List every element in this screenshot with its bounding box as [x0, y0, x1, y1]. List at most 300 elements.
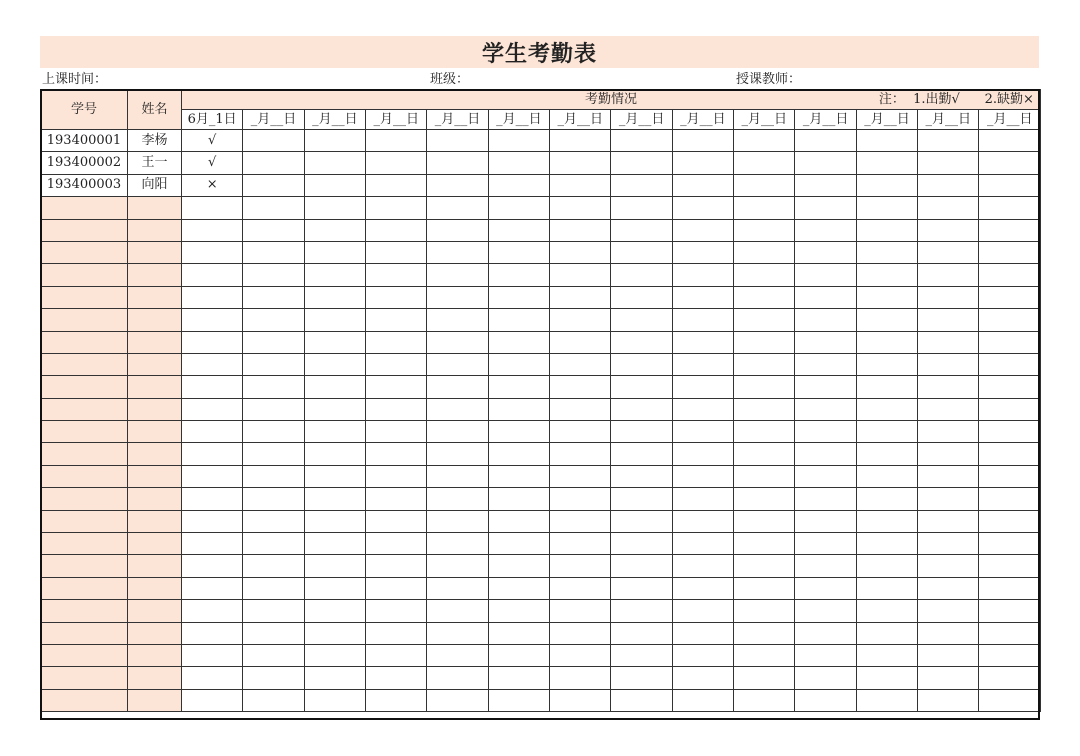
- attendance-cell[interactable]: [427, 488, 488, 510]
- attendance-cell[interactable]: [795, 465, 856, 487]
- attendance-cell[interactable]: [856, 600, 917, 622]
- attendance-cell[interactable]: [734, 577, 795, 599]
- attendance-cell[interactable]: [979, 644, 1040, 666]
- attendance-cell[interactable]: [243, 555, 304, 577]
- student-id-cell[interactable]: [41, 622, 128, 644]
- attendance-cell[interactable]: [366, 465, 427, 487]
- attendance-cell[interactable]: [304, 644, 365, 666]
- attendance-cell[interactable]: [611, 197, 672, 219]
- attendance-cell[interactable]: [550, 241, 611, 263]
- attendance-cell[interactable]: [304, 577, 365, 599]
- attendance-cell[interactable]: [304, 600, 365, 622]
- attendance-cell[interactable]: [182, 533, 243, 555]
- attendance-cell[interactable]: [243, 488, 304, 510]
- attendance-cell[interactable]: [427, 331, 488, 353]
- attendance-cell[interactable]: [611, 219, 672, 241]
- attendance-cell[interactable]: [427, 555, 488, 577]
- attendance-cell[interactable]: [734, 197, 795, 219]
- attendance-cell[interactable]: [243, 309, 304, 331]
- attendance-cell[interactable]: [918, 264, 979, 286]
- attendance-cell[interactable]: [366, 264, 427, 286]
- attendance-cell[interactable]: [672, 309, 733, 331]
- attendance-cell[interactable]: [856, 689, 917, 711]
- attendance-cell[interactable]: [734, 488, 795, 510]
- attendance-cell[interactable]: [979, 130, 1040, 152]
- attendance-cell[interactable]: [795, 667, 856, 689]
- attendance-cell[interactable]: [182, 286, 243, 308]
- student-name-cell[interactable]: [128, 510, 182, 532]
- attendance-cell[interactable]: [550, 353, 611, 375]
- attendance-cell[interactable]: [488, 376, 549, 398]
- attendance-cell[interactable]: [488, 667, 549, 689]
- attendance-cell[interactable]: [979, 197, 1040, 219]
- attendance-cell[interactable]: [611, 443, 672, 465]
- student-id-cell[interactable]: 193400003: [41, 174, 128, 196]
- attendance-cell[interactable]: [427, 174, 488, 196]
- attendance-cell[interactable]: [427, 219, 488, 241]
- attendance-cell[interactable]: [550, 152, 611, 174]
- attendance-cell[interactable]: [550, 488, 611, 510]
- date-header-cell[interactable]: _月__日: [918, 110, 979, 130]
- attendance-cell[interactable]: [243, 152, 304, 174]
- attendance-cell[interactable]: [488, 197, 549, 219]
- attendance-cell[interactable]: [672, 353, 733, 375]
- attendance-cell[interactable]: [856, 331, 917, 353]
- attendance-cell[interactable]: [488, 577, 549, 599]
- attendance-cell[interactable]: [366, 353, 427, 375]
- date-header-cell[interactable]: _月__日: [734, 110, 795, 130]
- attendance-cell[interactable]: [734, 667, 795, 689]
- attendance-cell[interactable]: [672, 644, 733, 666]
- attendance-cell[interactable]: [979, 174, 1040, 196]
- student-name-cell[interactable]: [128, 264, 182, 286]
- attendance-cell[interactable]: [304, 488, 365, 510]
- attendance-cell[interactable]: [918, 241, 979, 263]
- attendance-cell[interactable]: [734, 331, 795, 353]
- attendance-cell[interactable]: [611, 488, 672, 510]
- attendance-cell[interactable]: [795, 577, 856, 599]
- attendance-cell[interactable]: [795, 353, 856, 375]
- attendance-cell[interactable]: [427, 152, 488, 174]
- attendance-cell[interactable]: [918, 421, 979, 443]
- attendance-cell[interactable]: [427, 644, 488, 666]
- attendance-cell[interactable]: [611, 421, 672, 443]
- attendance-cell[interactable]: [366, 130, 427, 152]
- attendance-cell[interactable]: [734, 353, 795, 375]
- attendance-cell[interactable]: [795, 197, 856, 219]
- student-id-cell[interactable]: [41, 197, 128, 219]
- attendance-cell[interactable]: [734, 174, 795, 196]
- attendance-cell[interactable]: [550, 219, 611, 241]
- attendance-cell[interactable]: [182, 421, 243, 443]
- student-name-cell[interactable]: [128, 443, 182, 465]
- attendance-cell[interactable]: [611, 622, 672, 644]
- attendance-cell[interactable]: [182, 465, 243, 487]
- attendance-cell[interactable]: [856, 130, 917, 152]
- attendance-cell[interactable]: [734, 555, 795, 577]
- attendance-cell[interactable]: [918, 286, 979, 308]
- attendance-cell[interactable]: [550, 644, 611, 666]
- attendance-cell[interactable]: [550, 130, 611, 152]
- attendance-cell[interactable]: [795, 376, 856, 398]
- attendance-cell[interactable]: [243, 174, 304, 196]
- attendance-cell[interactable]: [182, 667, 243, 689]
- attendance-cell[interactable]: [734, 644, 795, 666]
- student-id-cell[interactable]: [41, 219, 128, 241]
- attendance-cell[interactable]: [672, 488, 733, 510]
- attendance-cell[interactable]: [918, 443, 979, 465]
- attendance-cell[interactable]: [672, 264, 733, 286]
- attendance-cell[interactable]: [672, 286, 733, 308]
- attendance-cell[interactable]: [795, 443, 856, 465]
- student-id-cell[interactable]: [41, 353, 128, 375]
- attendance-cell[interactable]: [672, 600, 733, 622]
- student-name-cell[interactable]: [128, 376, 182, 398]
- attendance-cell[interactable]: [856, 443, 917, 465]
- student-id-cell[interactable]: [41, 510, 128, 532]
- attendance-cell[interactable]: [488, 421, 549, 443]
- attendance-cell[interactable]: [795, 644, 856, 666]
- attendance-cell[interactable]: [856, 398, 917, 420]
- attendance-cell[interactable]: [856, 644, 917, 666]
- attendance-cell[interactable]: [734, 622, 795, 644]
- attendance-cell[interactable]: [182, 309, 243, 331]
- attendance-cell[interactable]: [611, 264, 672, 286]
- attendance-cell[interactable]: [550, 533, 611, 555]
- student-name-cell[interactable]: [128, 219, 182, 241]
- student-name-cell[interactable]: 向阳: [128, 174, 182, 196]
- attendance-cell[interactable]: [427, 197, 488, 219]
- attendance-cell[interactable]: [304, 353, 365, 375]
- attendance-cell[interactable]: [366, 510, 427, 532]
- attendance-cell[interactable]: [366, 219, 427, 241]
- student-id-cell[interactable]: [41, 488, 128, 510]
- student-name-cell[interactable]: [128, 689, 182, 711]
- attendance-cell[interactable]: [243, 689, 304, 711]
- attendance-cell[interactable]: [304, 465, 365, 487]
- student-id-cell[interactable]: 193400002: [41, 152, 128, 174]
- attendance-cell[interactable]: [488, 533, 549, 555]
- attendance-cell[interactable]: [488, 622, 549, 644]
- attendance-cell[interactable]: [795, 309, 856, 331]
- student-id-cell[interactable]: [41, 421, 128, 443]
- attendance-cell[interactable]: [979, 152, 1040, 174]
- student-id-cell[interactable]: [41, 443, 128, 465]
- attendance-cell[interactable]: [611, 309, 672, 331]
- attendance-cell[interactable]: [304, 331, 365, 353]
- student-name-cell[interactable]: [128, 421, 182, 443]
- attendance-cell[interactable]: [366, 286, 427, 308]
- attendance-cell[interactable]: [488, 219, 549, 241]
- attendance-cell[interactable]: [979, 219, 1040, 241]
- attendance-cell[interactable]: [795, 533, 856, 555]
- attendance-cell[interactable]: [734, 443, 795, 465]
- attendance-cell[interactable]: [611, 353, 672, 375]
- attendance-cell[interactable]: [488, 465, 549, 487]
- attendance-cell[interactable]: [918, 622, 979, 644]
- attendance-cell[interactable]: [550, 309, 611, 331]
- attendance-cell[interactable]: [918, 667, 979, 689]
- attendance-cell[interactable]: [550, 667, 611, 689]
- attendance-cell[interactable]: √: [182, 152, 243, 174]
- attendance-cell[interactable]: [243, 331, 304, 353]
- attendance-cell[interactable]: [672, 510, 733, 532]
- attendance-cell[interactable]: [366, 555, 427, 577]
- date-header-cell[interactable]: _月__日: [304, 110, 365, 130]
- attendance-cell[interactable]: [979, 331, 1040, 353]
- attendance-cell[interactable]: [304, 689, 365, 711]
- student-name-cell[interactable]: 李杨: [128, 130, 182, 152]
- attendance-cell[interactable]: [243, 443, 304, 465]
- attendance-cell[interactable]: [672, 533, 733, 555]
- attendance-cell[interactable]: [795, 555, 856, 577]
- attendance-cell[interactable]: [856, 510, 917, 532]
- attendance-cell[interactable]: [734, 286, 795, 308]
- attendance-cell[interactable]: [488, 286, 549, 308]
- attendance-cell[interactable]: [918, 510, 979, 532]
- attendance-cell[interactable]: [672, 331, 733, 353]
- attendance-cell[interactable]: [427, 622, 488, 644]
- attendance-cell[interactable]: [734, 398, 795, 420]
- attendance-cell[interactable]: [366, 600, 427, 622]
- student-name-cell[interactable]: [128, 667, 182, 689]
- attendance-cell[interactable]: [427, 689, 488, 711]
- attendance-cell[interactable]: [795, 152, 856, 174]
- date-header-cell[interactable]: _月__日: [979, 110, 1040, 130]
- attendance-cell[interactable]: [672, 174, 733, 196]
- attendance-cell[interactable]: [550, 421, 611, 443]
- attendance-cell[interactable]: [918, 353, 979, 375]
- student-name-cell[interactable]: [128, 600, 182, 622]
- attendance-cell[interactable]: [182, 622, 243, 644]
- attendance-cell[interactable]: [243, 510, 304, 532]
- date-header-cell[interactable]: _月__日: [488, 110, 549, 130]
- date-header-cell[interactable]: _月__日: [672, 110, 733, 130]
- attendance-cell[interactable]: [979, 398, 1040, 420]
- attendance-cell[interactable]: [734, 241, 795, 263]
- attendance-cell[interactable]: [488, 510, 549, 532]
- attendance-cell[interactable]: [795, 689, 856, 711]
- attendance-cell[interactable]: [366, 421, 427, 443]
- attendance-cell[interactable]: [856, 264, 917, 286]
- student-name-cell[interactable]: [128, 353, 182, 375]
- attendance-cell[interactable]: [366, 689, 427, 711]
- student-name-cell[interactable]: [128, 331, 182, 353]
- attendance-cell[interactable]: [488, 309, 549, 331]
- attendance-cell[interactable]: [243, 286, 304, 308]
- student-name-cell[interactable]: [128, 309, 182, 331]
- attendance-cell[interactable]: [550, 689, 611, 711]
- attendance-cell[interactable]: [979, 241, 1040, 263]
- student-name-cell[interactable]: [128, 465, 182, 487]
- attendance-cell[interactable]: [182, 488, 243, 510]
- student-name-cell[interactable]: [128, 622, 182, 644]
- attendance-cell[interactable]: [918, 376, 979, 398]
- attendance-cell[interactable]: [979, 309, 1040, 331]
- student-name-cell[interactable]: [128, 555, 182, 577]
- attendance-cell[interactable]: √: [182, 130, 243, 152]
- attendance-cell[interactable]: [427, 465, 488, 487]
- attendance-cell[interactable]: [304, 241, 365, 263]
- attendance-cell[interactable]: [366, 443, 427, 465]
- attendance-cell[interactable]: [488, 555, 549, 577]
- attendance-cell[interactable]: [856, 174, 917, 196]
- attendance-cell[interactable]: [918, 152, 979, 174]
- attendance-cell[interactable]: [304, 398, 365, 420]
- attendance-cell[interactable]: [304, 421, 365, 443]
- student-name-cell[interactable]: [128, 286, 182, 308]
- attendance-cell[interactable]: [856, 465, 917, 487]
- attendance-cell[interactable]: [427, 241, 488, 263]
- student-id-cell[interactable]: [41, 309, 128, 331]
- date-header-cell[interactable]: _月__日: [366, 110, 427, 130]
- attendance-cell[interactable]: [243, 398, 304, 420]
- attendance-cell[interactable]: [979, 533, 1040, 555]
- attendance-cell[interactable]: [550, 622, 611, 644]
- attendance-cell[interactable]: [918, 197, 979, 219]
- attendance-cell[interactable]: [979, 667, 1040, 689]
- date-header-cell[interactable]: _月__日: [611, 110, 672, 130]
- attendance-cell[interactable]: [550, 398, 611, 420]
- attendance-cell[interactable]: [672, 443, 733, 465]
- attendance-cell[interactable]: [918, 644, 979, 666]
- attendance-cell[interactable]: [979, 376, 1040, 398]
- attendance-cell[interactable]: [427, 577, 488, 599]
- attendance-cell[interactable]: [488, 130, 549, 152]
- attendance-cell[interactable]: [427, 286, 488, 308]
- attendance-cell[interactable]: [488, 488, 549, 510]
- student-id-cell[interactable]: [41, 555, 128, 577]
- attendance-cell[interactable]: [427, 376, 488, 398]
- attendance-cell[interactable]: [488, 644, 549, 666]
- attendance-cell[interactable]: [918, 533, 979, 555]
- attendance-cell[interactable]: [856, 421, 917, 443]
- date-header-cell[interactable]: _月__日: [856, 110, 917, 130]
- student-id-cell[interactable]: [41, 398, 128, 420]
- date-header-cell[interactable]: 6月_1日: [182, 110, 243, 130]
- attendance-cell[interactable]: [979, 622, 1040, 644]
- attendance-cell[interactable]: [550, 331, 611, 353]
- attendance-cell[interactable]: [856, 309, 917, 331]
- attendance-cell[interactable]: [488, 331, 549, 353]
- attendance-cell[interactable]: [611, 152, 672, 174]
- attendance-cell[interactable]: [304, 174, 365, 196]
- attendance-cell[interactable]: [795, 174, 856, 196]
- attendance-cell[interactable]: [427, 421, 488, 443]
- attendance-cell[interactable]: [918, 555, 979, 577]
- attendance-cell[interactable]: [550, 443, 611, 465]
- attendance-cell[interactable]: [427, 600, 488, 622]
- attendance-cell[interactable]: [918, 689, 979, 711]
- attendance-cell[interactable]: [366, 309, 427, 331]
- attendance-cell[interactable]: [427, 510, 488, 532]
- attendance-cell[interactable]: [304, 376, 365, 398]
- attendance-cell[interactable]: [734, 421, 795, 443]
- attendance-cell[interactable]: [182, 577, 243, 599]
- attendance-cell[interactable]: [488, 353, 549, 375]
- student-name-cell[interactable]: [128, 398, 182, 420]
- attendance-cell[interactable]: [979, 286, 1040, 308]
- attendance-cell[interactable]: [734, 510, 795, 532]
- attendance-cell[interactable]: [427, 353, 488, 375]
- attendance-cell[interactable]: [427, 398, 488, 420]
- attendance-cell[interactable]: [488, 443, 549, 465]
- attendance-cell[interactable]: [366, 577, 427, 599]
- attendance-cell[interactable]: [488, 174, 549, 196]
- attendance-cell[interactable]: [795, 600, 856, 622]
- attendance-cell[interactable]: [611, 174, 672, 196]
- attendance-cell[interactable]: [979, 421, 1040, 443]
- attendance-cell[interactable]: [672, 398, 733, 420]
- attendance-cell[interactable]: [304, 309, 365, 331]
- attendance-cell[interactable]: [304, 219, 365, 241]
- attendance-cell[interactable]: [304, 286, 365, 308]
- attendance-cell[interactable]: [366, 197, 427, 219]
- attendance-cell[interactable]: [182, 264, 243, 286]
- attendance-cell[interactable]: [672, 219, 733, 241]
- attendance-cell[interactable]: [243, 577, 304, 599]
- attendance-cell[interactable]: [918, 398, 979, 420]
- date-header-cell[interactable]: _月__日: [243, 110, 304, 130]
- attendance-cell[interactable]: [182, 398, 243, 420]
- attendance-cell[interactable]: [488, 689, 549, 711]
- attendance-cell[interactable]: [243, 264, 304, 286]
- attendance-cell[interactable]: [611, 465, 672, 487]
- student-id-cell[interactable]: 193400001: [41, 130, 128, 152]
- attendance-cell[interactable]: [734, 689, 795, 711]
- attendance-cell[interactable]: [427, 309, 488, 331]
- attendance-cell[interactable]: [611, 689, 672, 711]
- attendance-cell[interactable]: [918, 465, 979, 487]
- attendance-cell[interactable]: [795, 264, 856, 286]
- attendance-cell[interactable]: [918, 577, 979, 599]
- attendance-cell[interactable]: [366, 376, 427, 398]
- attendance-cell[interactable]: [734, 309, 795, 331]
- attendance-cell[interactable]: [795, 398, 856, 420]
- attendance-cell[interactable]: [795, 488, 856, 510]
- attendance-cell[interactable]: [918, 174, 979, 196]
- attendance-cell[interactable]: [182, 510, 243, 532]
- attendance-cell[interactable]: [243, 667, 304, 689]
- attendance-cell[interactable]: [918, 219, 979, 241]
- student-name-cell[interactable]: [128, 241, 182, 263]
- date-header-cell[interactable]: _月__日: [795, 110, 856, 130]
- attendance-cell[interactable]: [611, 533, 672, 555]
- attendance-cell[interactable]: [243, 600, 304, 622]
- attendance-cell[interactable]: [672, 667, 733, 689]
- attendance-cell[interactable]: [611, 286, 672, 308]
- attendance-cell[interactable]: [734, 465, 795, 487]
- attendance-cell[interactable]: [182, 331, 243, 353]
- student-id-cell[interactable]: [41, 264, 128, 286]
- attendance-cell[interactable]: [611, 577, 672, 599]
- attendance-cell[interactable]: [182, 219, 243, 241]
- attendance-cell[interactable]: [856, 376, 917, 398]
- attendance-cell[interactable]: [856, 152, 917, 174]
- attendance-cell[interactable]: [856, 555, 917, 577]
- student-name-cell[interactable]: [128, 488, 182, 510]
- attendance-cell[interactable]: [672, 577, 733, 599]
- attendance-cell[interactable]: [795, 622, 856, 644]
- student-name-cell[interactable]: [128, 577, 182, 599]
- attendance-cell[interactable]: [243, 376, 304, 398]
- attendance-cell[interactable]: [366, 533, 427, 555]
- attendance-cell[interactable]: [856, 622, 917, 644]
- attendance-cell[interactable]: [979, 510, 1040, 532]
- attendance-cell[interactable]: [304, 510, 365, 532]
- attendance-cell[interactable]: [550, 465, 611, 487]
- attendance-cell[interactable]: [427, 264, 488, 286]
